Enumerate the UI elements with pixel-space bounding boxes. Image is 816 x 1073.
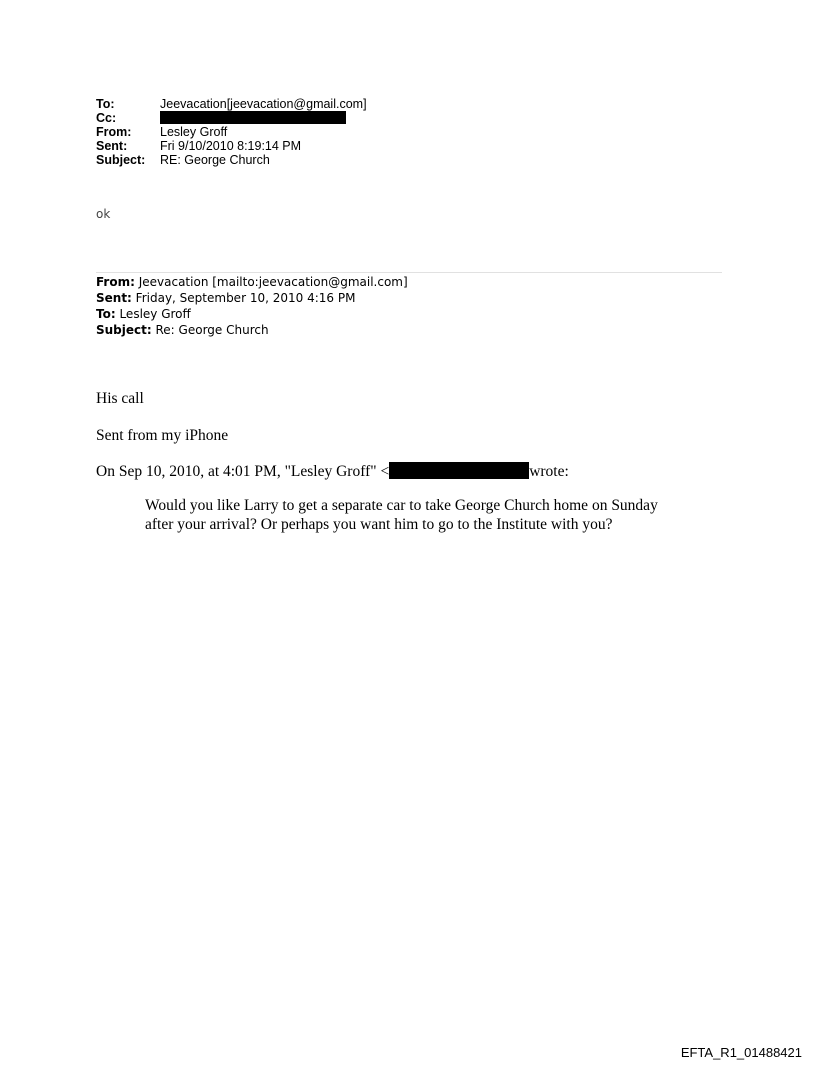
fwd-subject-value: Re: George Church (151, 323, 269, 337)
fwd-from-value: Jeevacation [mailto:jeevacation@gmail.com] (134, 275, 408, 289)
from-value: Lesley Groff (160, 125, 228, 139)
sent-from-text: Sent from my iPhone (96, 427, 229, 444)
cc-redaction (160, 111, 346, 124)
sent-value: Fri 9/10/2010 8:19:14 PM (160, 139, 302, 153)
attribution-suffix: wrote: (529, 463, 569, 480)
forwarded-header (96, 274, 408, 338)
to-label: To: (96, 97, 115, 111)
email-redaction (389, 462, 529, 479)
fwd-to-value: Lesley Groff (115, 307, 191, 321)
sent-label: Sent: (96, 139, 128, 153)
cc-label: Cc: (96, 111, 117, 125)
header-subject-row (96, 153, 367, 167)
fwd-from-label: From: (96, 275, 135, 289)
header-sent-row (96, 139, 367, 153)
reply-body: ok (96, 207, 111, 221)
quoted-message: Would you like Larry to get a separate car to take George Church home on Sunday after your arrival? Or perhaps you want him to go to the Institute with you? (145, 497, 658, 533)
quote-attribution (96, 462, 569, 481)
fwd-from-row (96, 274, 408, 290)
to-value: Jeevacation[jeevacation@gmail.com] (160, 97, 367, 111)
his-call-text: His call (96, 390, 144, 407)
fwd-subject-row (96, 322, 408, 338)
document-id: EFTA_R1_01488421 (680, 1045, 802, 1060)
fwd-sent-row (96, 290, 408, 306)
header-from-row (96, 125, 367, 139)
header-cc-row (96, 111, 367, 125)
email-header (96, 97, 367, 167)
fwd-sent-value: Friday, September 10, 2010 4:16 PM (131, 291, 356, 305)
subject-label: Subject: (96, 153, 146, 167)
fwd-sent-label: Sent: (96, 291, 132, 305)
fwd-to-label: To: (96, 307, 116, 321)
subject-value: RE: George Church (160, 153, 270, 167)
header-to-row (96, 97, 367, 111)
divider (96, 272, 722, 273)
fwd-subject-label: Subject: (96, 323, 152, 337)
attribution-prefix: On Sep 10, 2010, at 4:01 PM, "Lesley Groff" < (96, 463, 390, 480)
fwd-to-row (96, 306, 408, 322)
from-label: From: (96, 125, 132, 139)
